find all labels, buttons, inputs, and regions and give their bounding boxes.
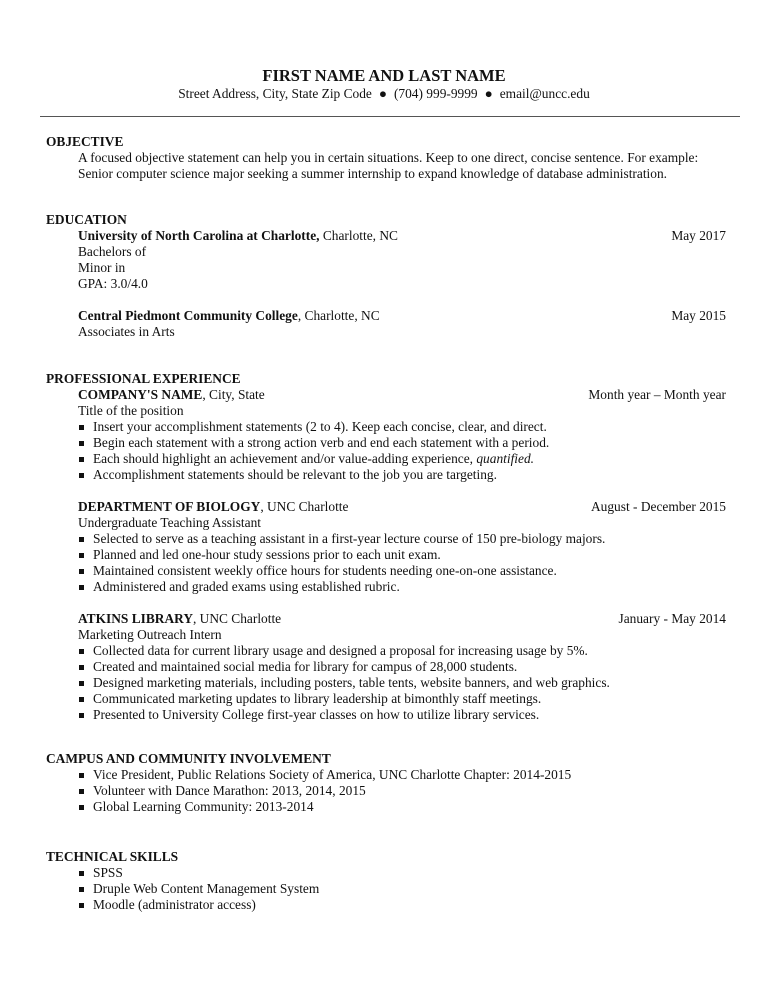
emphasis: quantified. (476, 451, 535, 466)
job-bullets (46, 531, 726, 595)
list-item: SPSS (79, 865, 726, 881)
list-item: Insert your accomplishment statements (2 to 4). Keep each concise, clear, and direct. (79, 419, 726, 435)
list-item: Presented to University College first-year classes on how to utilize library services. (79, 707, 726, 723)
job-bullets (46, 643, 726, 723)
list-item: Communicated marketing updates to library leadership at bimonthly staff meetings. (79, 691, 726, 707)
list-item: Volunteer with Dance Marathon: 2013, 2014, 2015 (79, 783, 726, 799)
list-item: Administered and graded exams using established rubric. (79, 579, 726, 595)
degree-line: Bachelors of (78, 244, 147, 259)
job-position: Marketing Outreach Intern (78, 627, 222, 642)
job-location: , City, State (202, 387, 265, 402)
school-location: , Charlotte, NC (297, 308, 380, 323)
job-location: , UNC Charlotte (192, 611, 282, 626)
section-title: OBJECTIVE (46, 134, 124, 149)
skills-bullets (46, 865, 726, 913)
list-item: Created and maintained social media for library for campus of 28,000 students. (79, 659, 726, 675)
contact-line (0, 86, 768, 102)
list-item: Moodle (administrator access) (79, 897, 726, 913)
job-entry (78, 611, 726, 643)
list-item: Selected to serve as a teaching assistant in a first-year lecture course of 150 pre-biology majors. (79, 531, 726, 547)
job-entry (78, 387, 726, 419)
list-item: Accomplishment statements should be relevant to the job you are targeting. (79, 467, 726, 483)
list-item: Druple Web Content Management System (79, 881, 726, 897)
list-item: Each should highlight an achievement and/or value-adding experience, quantified. (79, 451, 726, 467)
list-item: Maintained consistent weekly office hours for students needing one-on-one assistance. (79, 563, 726, 579)
degree-line: Associates in Arts (78, 324, 175, 339)
email: email@uncc.edu (499, 86, 590, 101)
candidate-name: FIRST NAME AND LAST NAME (262, 66, 506, 85)
school-date: May 2015 (671, 308, 726, 323)
experience-section (46, 371, 726, 723)
job-bullets (46, 419, 726, 483)
job-date: Month year – Month year (588, 387, 726, 402)
list-item: Designed marketing materials, including posters, table tents, website banners, and web graphics. (79, 675, 726, 691)
objective-line: A focused objective statement can help you in certain situations. Keep to one direct, concise sentence. For example: (78, 150, 699, 165)
involvement-section (46, 751, 726, 815)
job-date: January - May 2014 (618, 611, 726, 626)
list-item: Planned and led one-hour study sessions prior to each unit exam. (79, 547, 726, 563)
job-date: August - December 2015 (591, 499, 726, 514)
job-position: Title of the position (78, 403, 184, 418)
objective-line: Senior computer science major seeking a summer internship to expand knowledge of database administration. (78, 166, 668, 181)
school-entry (78, 228, 726, 292)
job-entry (78, 499, 726, 531)
header-divider (40, 116, 740, 117)
skills-section (46, 849, 726, 913)
job-org: COMPANY'S NAME (78, 387, 203, 402)
job-position: Undergraduate Teaching Assistant (78, 515, 262, 530)
bullet-separator: ● (484, 86, 493, 101)
section-title: TECHNICAL SKILLS (46, 849, 179, 864)
school-name: Central Piedmont Community College (78, 308, 298, 323)
list-item: Vice President, Public Relations Society of America, UNC Charlotte Chapter: 2014-2015 (79, 767, 726, 783)
address: Street Address, City, State Zip Code (178, 86, 372, 101)
school-location: Charlotte, NC (319, 228, 398, 243)
list-item: Global Learning Community: 2013-2014 (79, 799, 726, 815)
job-location: , UNC Charlotte (260, 499, 349, 514)
job-org: DEPARTMENT OF BIOLOGY (78, 499, 261, 514)
education-section (46, 212, 726, 340)
section-title: CAMPUS AND COMMUNITY INVOLVEMENT (46, 751, 331, 766)
objective-section (46, 134, 726, 182)
section-title: EDUCATION (46, 212, 127, 227)
minor-line: Minor in (78, 260, 126, 275)
school-date: May 2017 (671, 228, 726, 243)
job-org: ATKINS LIBRARY (78, 611, 193, 626)
phone: (704) 999-9999 (393, 86, 478, 101)
list-item: Collected data for current library usage and designed a proposal for increasing usage by 5%. (79, 643, 726, 659)
list-item: Begin each statement with a strong action verb and end each statement with a period. (79, 435, 726, 451)
involvement-bullets (46, 767, 726, 815)
school-entry (78, 308, 726, 340)
gpa-line: GPA: 3.0/4.0 (78, 276, 148, 291)
section-title: PROFESSIONAL EXPERIENCE (46, 371, 241, 386)
school-name: University of North Carolina at Charlotte, (78, 228, 320, 243)
bullet-separator: ● (378, 86, 387, 101)
